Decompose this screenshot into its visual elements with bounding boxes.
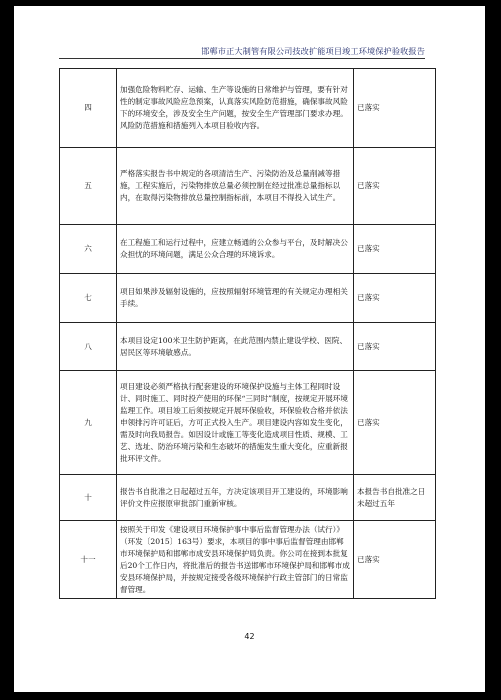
table-row bbox=[60, 371, 436, 475]
requirement-text: 加强危险物料贮存、运输、生产等设施的日常维护与管理，要有针对性的制定事故风险应急预案，认真落实风险防范措施，确保事故风险下的环境安全，涉及安全生产问题，按安全生产管理部门要求办理。风险防范措施和措施列入本项目验收内容。 bbox=[117, 69, 354, 148]
status-text: 已落实 bbox=[354, 371, 436, 475]
header-rule bbox=[59, 58, 425, 59]
status-text: 已落实 bbox=[354, 69, 436, 148]
row-number: 九 bbox=[60, 371, 117, 475]
requirement-text: 项目如果涉及辐射设施的，应按照辐射环境管理的有关规定办理相关手续。 bbox=[117, 274, 354, 323]
table-row bbox=[60, 323, 436, 371]
page-header: 邯郸市正大制管有限公司技改扩能项目竣工环境保护验收报告 bbox=[201, 46, 425, 56]
compliance-table bbox=[59, 68, 436, 599]
status-text: 已落实 bbox=[354, 225, 436, 274]
table-row bbox=[60, 521, 436, 599]
status-text: 已落实 bbox=[354, 323, 436, 371]
requirement-text: 本项目设定100米卫生防护距离，在此范围内禁止建设学校、医院、居民区等环境敏感点。 bbox=[117, 323, 354, 371]
status-text: 已落实 bbox=[354, 274, 436, 323]
table-row bbox=[60, 69, 436, 148]
row-number: 八 bbox=[60, 323, 117, 371]
row-number: 五 bbox=[60, 148, 117, 225]
status-text: 本报告书自批准之日未超过五年 bbox=[354, 475, 436, 521]
status-text: 已落实 bbox=[354, 148, 436, 225]
row-number: 十一 bbox=[60, 521, 117, 599]
row-number: 六 bbox=[60, 225, 117, 274]
status-text: 已落实 bbox=[354, 521, 436, 599]
row-number: 十 bbox=[60, 475, 117, 521]
row-number: 四 bbox=[60, 69, 117, 148]
table-row bbox=[60, 475, 436, 521]
requirement-text: 严格落实报告书中规定的各项清洁生产、污染防治及总量削减等措施，工程实施后，污染物排放总量必须控制在经过批准总量指标以内，在取得污染物排放总量控制指标前，本项目不得投入试生产。 bbox=[117, 148, 354, 225]
table-row bbox=[60, 274, 436, 323]
requirement-text: 按照关于印发《建设项目环境保护事中事后监督管理办法（试行）》（环发〔2015〕163号）要求，本项目的事中事后监督管理由邯郸市环境保护局和邯郸市成安县环境保护局负责。你公司在接到本批复后20个工作日内，将批准后的报告书送邯郸市环境保护局和邯郸市成安县环境保护局，并按规定接受各级环境保护行政主管部门的日常监督管理。 bbox=[117, 521, 354, 599]
requirement-text: 项目建设必须严格执行配套建设的环境保护设施与主体工程同时设计、同时施工、同时投产使用的环保“三同时”制度，按规定开展环境监理工作。项目竣工后须按规定开展环保验收，环保验收合格并依法申领排污许可证后，方可正式投入生产。项目建设内容如发生变化，需及时向我局报告。如因设计或施工等变化造成项目性质、规模、工艺、选址、防治环境污染和生态破坏的措施发生重大变化，应重新报批环评文件。 bbox=[117, 371, 354, 475]
requirement-text: 报告书自批准之日起超过五年，方决定该项目开工建设的，环境影响评价文件应报原审批部门重新审核。 bbox=[117, 475, 354, 521]
requirement-text: 在工程施工和运行过程中，应建立畅通的公众参与平台，及时解决公众担忧的环境问题，满足公众合理的环境诉求。 bbox=[117, 225, 354, 274]
page-number: 42 bbox=[244, 632, 255, 641]
table-row bbox=[60, 225, 436, 274]
row-number: 七 bbox=[60, 274, 117, 323]
document-page bbox=[14, 6, 485, 692]
table-row bbox=[60, 148, 436, 225]
